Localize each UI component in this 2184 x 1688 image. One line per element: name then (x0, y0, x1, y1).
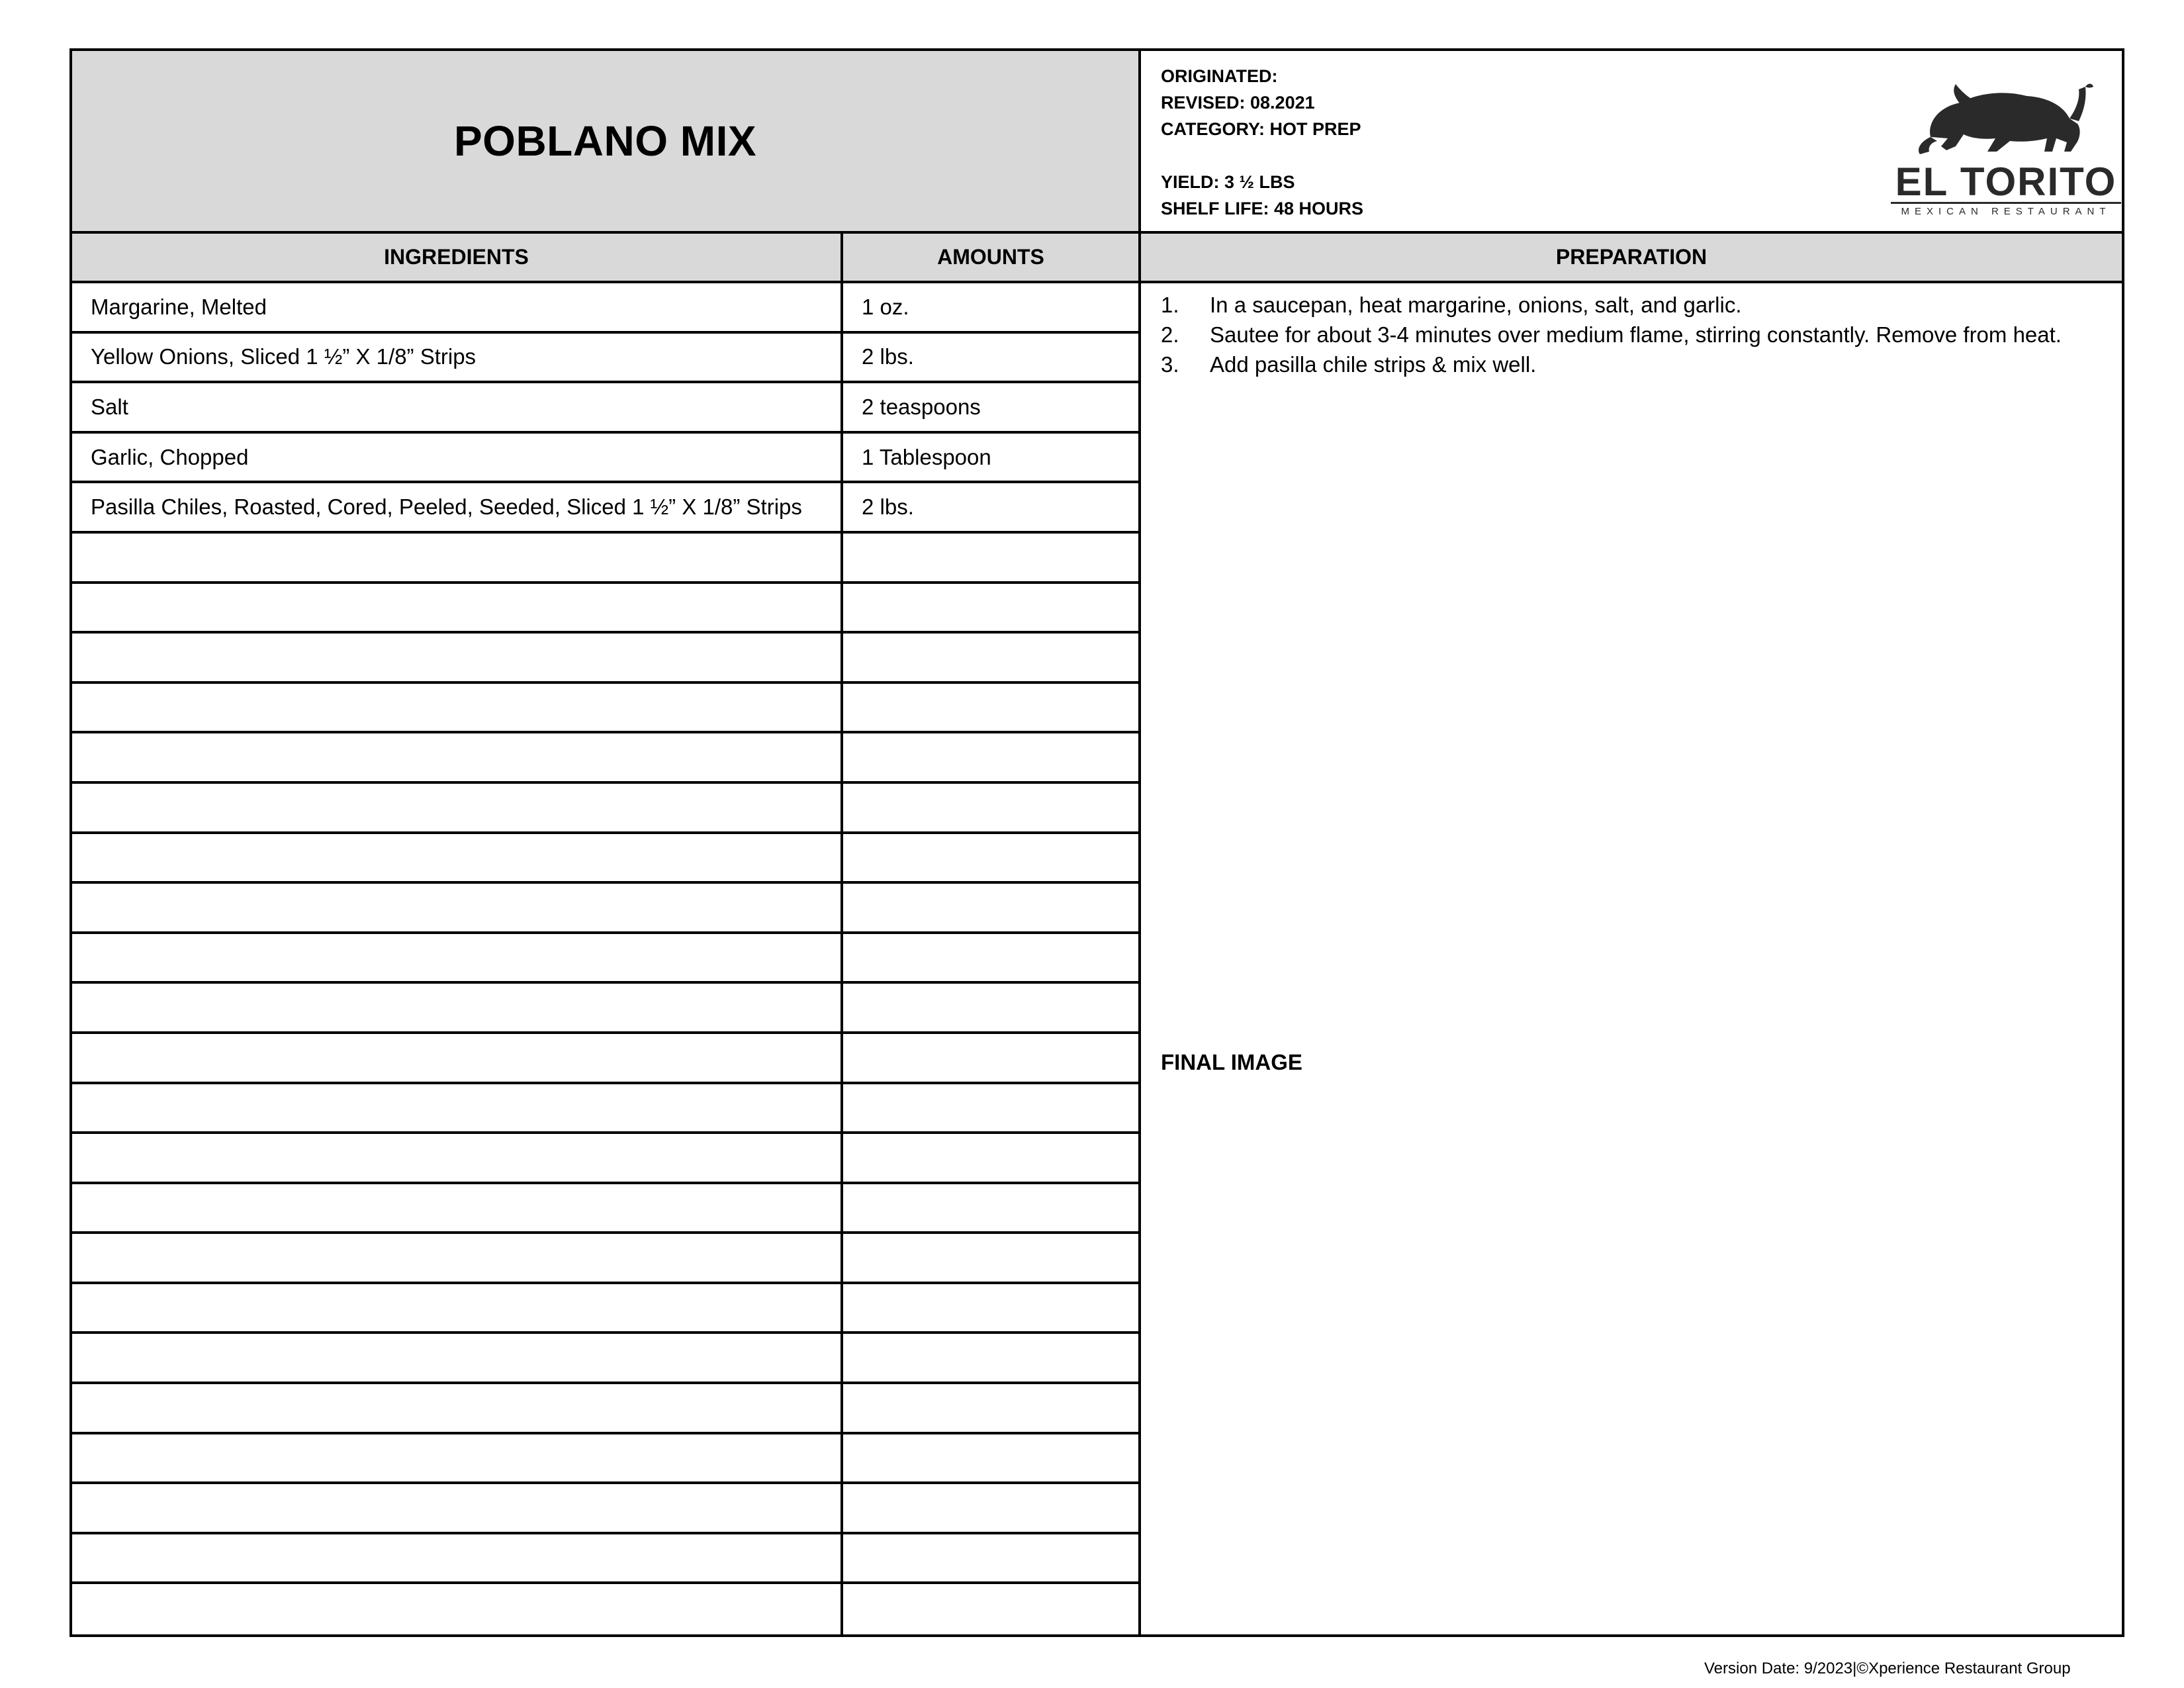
ingredient-name (72, 1484, 843, 1532)
ingredient-name (72, 1434, 843, 1482)
ingredient-name (72, 1184, 843, 1232)
preparation-header: PREPARATION (1141, 234, 2122, 283)
table-row (72, 1184, 1141, 1235)
table-row (72, 534, 1141, 584)
table-row (72, 1384, 1141, 1434)
step-3 (1161, 350, 2087, 379)
step-2 (1161, 320, 2087, 350)
ingredients-table (72, 283, 1141, 1634)
ingredient-amount (843, 934, 1141, 982)
table-row (72, 834, 1141, 884)
ingredient-name (72, 834, 843, 882)
version-footer: Version Date: 9/2023|©Xperience Restaurant Group (1704, 1660, 2071, 1677)
table-row (72, 1584, 1141, 1634)
logo-subtitle: MEXICAN RESTAURANT (1891, 202, 2121, 217)
ingredient-name (72, 1134, 843, 1182)
table-row (72, 784, 1141, 834)
revised-label: REVISED: 08.2021 (1161, 93, 1315, 113)
ingredient-name (72, 1234, 843, 1282)
preparation-steps (1161, 290, 2087, 379)
ingredient-name (72, 633, 843, 681)
ingredient-amount (843, 984, 1141, 1031)
el-torito-logo (1891, 77, 2121, 230)
ingredient-amount (843, 1184, 1141, 1232)
table-row (72, 1084, 1141, 1135)
ingredient-name (72, 984, 843, 1031)
table-row (72, 483, 1141, 534)
table-row (72, 1034, 1141, 1084)
ingredient-amount: 1 oz. (843, 283, 1141, 331)
ingredient-amount (843, 1234, 1141, 1282)
ingredient-amount (843, 1134, 1141, 1182)
ingredient-amount (843, 1434, 1141, 1482)
ingredient-name: Margarine, Melted (72, 283, 843, 331)
ingredient-amount (843, 784, 1141, 831)
ingredient-name (72, 1284, 843, 1332)
yield-label: YIELD: 3 ½ LBS (1161, 172, 1295, 192)
ingredients-header: INGREDIENTS (72, 234, 843, 283)
step-number: 2. (1161, 322, 1179, 347)
table-row (72, 934, 1141, 984)
ingredient-amount: 2 lbs. (843, 483, 1141, 531)
ingredient-amount (843, 1034, 1141, 1082)
step-1 (1161, 290, 2087, 320)
step-number: 1. (1161, 293, 1179, 317)
ingredient-amount (843, 534, 1141, 581)
table-row (72, 283, 1141, 334)
ingredient-name (72, 1034, 843, 1082)
ingredient-name (72, 1384, 843, 1432)
ingredient-amount (843, 633, 1141, 681)
ingredient-amount (843, 1284, 1141, 1332)
table-row (72, 884, 1141, 934)
ingredient-amount (843, 1584, 1141, 1634)
table-row (72, 334, 1141, 384)
step-text: In a saucepan, heat margarine, onions, salt, and garlic. (1210, 293, 1742, 317)
ingredient-name (72, 684, 843, 731)
ingredient-amount (843, 1534, 1141, 1582)
step-text: Sautee for about 3-4 minutes over medium flame, stirring constantly. Remove from heat. (1210, 322, 2062, 347)
table-row (72, 1434, 1141, 1485)
ingredient-name: Salt (72, 383, 843, 431)
table-row (72, 584, 1141, 634)
ingredient-name (72, 884, 843, 931)
meta-lines (1161, 63, 1363, 222)
ingredient-amount (843, 834, 1141, 882)
ingredient-name (72, 1534, 843, 1582)
table-row (72, 984, 1141, 1034)
step-text: Add pasilla chile strips & mix well. (1210, 352, 1537, 377)
ingredient-amount (843, 1484, 1141, 1532)
step-number: 3. (1161, 352, 1179, 377)
ingredient-amount (843, 733, 1141, 781)
ingredient-name (72, 1084, 843, 1132)
title-cell (72, 51, 1141, 234)
table-row (72, 1484, 1141, 1534)
ingredient-name (72, 784, 843, 831)
shelf-life-label: SHELF LIFE: 48 HOURS (1161, 199, 1364, 218)
ingredient-name (72, 934, 843, 982)
recipe-meta (1141, 51, 2122, 234)
amounts-header: AMOUNTS (843, 234, 1141, 283)
ingredient-amount (843, 684, 1141, 731)
ingredient-amount: 2 teaspoons (843, 383, 1141, 431)
ingredient-amount: 1 Tablespoon (843, 434, 1141, 481)
category-label: CATEGORY: HOT PREP (1161, 119, 1361, 139)
preparation-cell (1141, 283, 2122, 1634)
table-row (72, 633, 1141, 684)
originated-label: ORIGINATED: (1161, 66, 1278, 86)
ingredient-name: Garlic, Chopped (72, 434, 843, 481)
ingredient-name (72, 534, 843, 581)
table-row (72, 1334, 1141, 1384)
ingredient-name (72, 733, 843, 781)
table-row (72, 1284, 1141, 1335)
table-row (72, 1534, 1141, 1585)
ingredient-amount (843, 584, 1141, 632)
ingredient-amount (843, 884, 1141, 931)
table-row (72, 1134, 1141, 1184)
bull-icon (1891, 77, 2121, 164)
table-row (72, 1234, 1141, 1284)
table-row (72, 434, 1141, 484)
ingredient-amount (843, 1334, 1141, 1382)
ingredient-name (72, 584, 843, 632)
ingredient-name (72, 1584, 843, 1634)
ingredient-name (72, 1334, 843, 1382)
ingredient-name: Pasilla Chiles, Roasted, Cored, Peeled, Seeded, Sliced 1 ½” X 1/8” Strips (72, 483, 843, 531)
table-row (72, 733, 1141, 784)
recipe-title: POBLANO MIX (453, 117, 757, 165)
ingredient-amount: 2 lbs. (843, 334, 1141, 381)
table-row (72, 684, 1141, 734)
ingredient-amount (843, 1384, 1141, 1432)
table-row (72, 383, 1141, 434)
ingredient-amount (843, 1084, 1141, 1132)
final-image-label: FINAL IMAGE (1161, 1050, 1302, 1074)
recipe-card (69, 48, 2124, 1637)
ingredient-name: Yellow Onions, Sliced 1 ½” X 1/8” Strips (72, 334, 843, 381)
logo-wordmark: EL TORITO (1895, 160, 2117, 204)
